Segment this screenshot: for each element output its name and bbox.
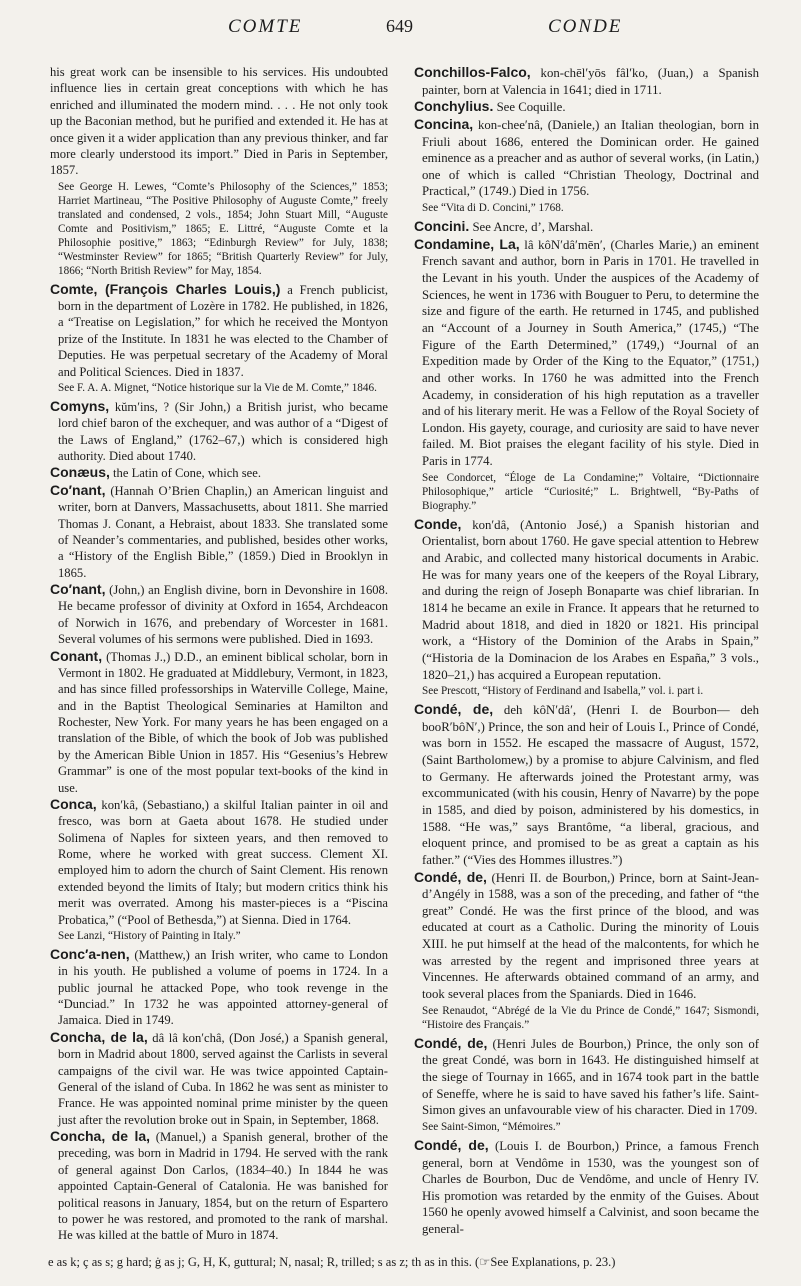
entry-text: kon-chēl′yōs fâl′ko, (Juan,) a Spanish painter, born at Valencia in 1641; died in 1711. [422, 66, 759, 97]
entry-headword: Concina, [414, 115, 474, 132]
entry-headword: Comte, (François Charles Louis,) [50, 280, 281, 297]
entry-headword: Conchillos-Falco, [414, 64, 531, 80]
left-column [50, 64, 388, 1244]
entry-text: (John,) an English divine, born in Devonshire in 1608. He became professor of divinity at Oxford in 1654, Archdeacon of Norwich in 1676, and prebendary of Worcester in 1681. Several volumes of his sermons were published. Died in 1693. [58, 583, 388, 647]
entry-text: lâ kôN′dâ′mēn′, (Charles Marie,) an eminent French savant and author, born in Paris in 1701. He travelled in the Levant in his youth. Under the auspices of the Academy of Sciences, he went in 1736 with Bouguer to Peru, to determine the size and figure of the earth. He returned in 1745, and published an “Account of a Journey in South America,” (1745,) “The Figure of the Earth Determined,” (1749,) “Journal of an Expedition made by Order of the King to the Equator,” (1751,) and other works. In 1760 he was admitted into the French Academy, in consideration of his high reputation as a traveller and of his literary merit. He was a Fellow of the Royal Society of London. His gayety, courage, and curiosity are said to have never failed. M. Biot praises the elegant facility of his style. Died in Paris in 1774. [422, 237, 760, 469]
entry-text: his great work can be insensible to his services. His undoubted influence lies in certain great conceptions with which he has enriched and illuminated the modern mind. . . . He not only took up the Baconian method, but he purified and extended it. He has at once given it a wider application than any previous thinker, and far more clearly understood its import.” Died in Paris in September, 1857. [50, 65, 388, 178]
entry-headword: Conde, [414, 515, 462, 532]
entry-text: (Henri II. de Bourbon,) Prince, born at Saint-Jean-d’Angély in 1588, was a son of the preceding, and father of “the great” Condé. He was the first prince of the blood, and was educated at court as a Catholic. During the minority of Louis XIII. he put himself at the head of the malcontents, for which he was arrested by the regent and imprisoned three years at Vincennes. He afterwards obtained command of an army, and took several places from the Spaniards. Died in 1646. [422, 870, 759, 1002]
entry-text: (Henri Jules de Bourbon,) Prince, the only son of the great Condé, was born in 1643. He distinguished himself at the siege of Tournay in 1665, and in 1674 took part in the battle of Seneffe, where he is said to have saved his father’s life. Saint-Simon gives an unfavourable view of his character. Died in 1709. [422, 1036, 759, 1118]
right-column [414, 64, 759, 1238]
entry-headword: Concha, de la, [50, 1028, 148, 1045]
dictionary-entry [414, 701, 759, 868]
running-header [0, 16, 801, 44]
entry-headword: Condé, de, [414, 701, 494, 718]
entry-headword: Co′nant, [50, 581, 106, 597]
dictionary-entry [414, 218, 759, 236]
dictionary-entry [50, 281, 388, 380]
entry-reference: See Prescott, “History of Ferdinand and Isabella,” vol. i. part i. [422, 685, 704, 698]
dictionary-entry [414, 236, 759, 470]
entry-headword: Conæus, [50, 464, 110, 481]
entry-text: the Latin of Cone, which see. [113, 466, 261, 481]
entry-text: (Thomas J.,) D.D., an eminent biblical scholar, born in Vermont in 1802. He graduated at Middlebury, Vermont, in 1823, and has since filled professorships in Waterville College, Maine, and in the Baptist Theological Seminaries at Hamilton and Rochester, New York. For many years he has been engaged on a translation of the Bible, of which the book of Job was published by the American Bible Union in 1857. His “Gesenius’s Hebrew Grammar” is one of the most popular text-books of the kind in use. [58, 649, 388, 795]
entry-headword: Conant, [50, 647, 103, 664]
entry-reference: See Lanzi, “History of Painting in Italy.” [58, 929, 241, 942]
dictionary-entry [414, 516, 759, 683]
entry-text: kŭm′ins, ? (Sir John,) a British jurist, who became lord chief baron of the exchequer, and was author of a “Digest of the Laws of England,” (1762–67,) which is considered high authority. Died about 1740. [58, 399, 388, 463]
dictionary-entry [50, 398, 388, 465]
entry-headword: Condé, de, [414, 1136, 489, 1153]
header-left-word: COMTE [228, 16, 303, 37]
dictionary-entry [50, 1029, 388, 1128]
entry-headword: Conc′a-nen, [50, 945, 130, 962]
dictionary-entry [414, 64, 759, 98]
page-number: 649 [386, 16, 413, 36]
entry-reference: See Condorcet, “Éloge de La Condamine;” Voltaire, “Dictionnaire Philosophique,” article “Curiosité;” L. Brightwell, “By-Paths of Biography.” [422, 471, 759, 512]
entry-reference: See F. A. A. Mignet, “Notice historique sur la Vie de M. Comte,” 1846. [58, 381, 377, 394]
entry-text: (Matthew,) an Irish writer, who came to London in his youth. He published a volume of poems in 1724. In a public journal he attacked Pope, who took revenge in the “Dunciad.” In 1732 he was appointed attorney-general of Jamaica. Died in 1749. [58, 947, 388, 1028]
dictionary-entry [414, 98, 759, 116]
entry-headword: Conca, [50, 795, 97, 812]
entry-headword: Condé, de, [414, 1034, 488, 1051]
dictionary-entry [414, 116, 759, 200]
entry-text: (Manuel,) a Spanish general, brother of the preceding, was born in Madrid in 1794. He served with the rank of general against Don Carlos, (1834–40.) In 1844 he was appointed Captain-General of Catalonia. He was banished for political reasons in January, 1854, but on the return of Espartero to power he was restored, and promoted to the rank of marshal. He was killed at the battle of Muro in 1874. [58, 1130, 388, 1243]
entry-headword: Conchylius. [414, 98, 494, 115]
dictionary-entry [50, 482, 388, 581]
entry-headword: Concini. [414, 218, 470, 235]
entry-text: a French publicist, born in the department of Lozère in 1782. He published, in 1826, a “Treatise on Legislation,” for which he received the Montyon prize of the Institute. In 1831 he was elected to the Chamber of Deputies. He was perpetual secretary of the Academy of Moral and Political Sciences. Died in 1837. [58, 282, 388, 379]
dictionary-entry [50, 464, 388, 481]
entry-text: See Ancre, d’, Marshal. [472, 220, 594, 235]
entry-text: deh kôN′dâ′, (Henri I. de Bourbon— deh booR′bôN′,) Prince, the son and heir of Louis I., Prince of Condé, was born in 1552. He escaped the massacre of August, 1572, (Saint Bartholomew,) by a promise to abjure Calvinism, and fled to Germany. He afterwards joined the Protestant army, was excommunicated (with his cousin, Henry of Navarre) by the pope in 1585, and died by poison, administered by his domestics, in 1588. “He was,” says Brantôme, “a liberal, gracious, and eloquent prince, and promised to be as great a captain as his father.” (“Vies des Hommes illustres.”) [422, 703, 759, 867]
dictionary-entry [50, 946, 388, 1029]
dictionary-entry [50, 648, 388, 796]
entry-text: kon′dâ, (Antonio José,) a Spanish historian and Orientalist, born about 1760. He gave special attention to Hebrew and Arabic, and collected many historical documents in Arabic. He was for many years one of the keepers of the Royal Library, and during the reign of Joseph Bonaparte was chief librarian. In 1814 he became an exile in France. It appears that he returned to Madrid about 1818, and died in 1820 or 1821. His principal work, a “History of the Dominion of the Arabs in Spain,” (“Historia de la Dominacion de los Arabes en España,” 3 vols., 1820–21,) has acquired a European reputation. [422, 517, 759, 682]
entry-text: dâ lâ kon′châ, (Don José,) a Spanish general, born in Madrid about 1800, served against the Carlists in several campaigns of the civil war. He was twice appointed Captain-General of the island of Cuba. In 1862 he was sent as minister to France. He was appointed nominal prime minister by the queen just after the revolution broke out in Spain, in September, 1868. [58, 1030, 388, 1127]
entry-headword: Condamine, La, [414, 235, 520, 252]
entry-text: kon′kâ, (Sebastiano,) a skilful Italian painter in oil and fresco, was born at Gaeta about 1678. He studied under Solimena of Naples for sixteen years, and then removed to Rome, where he worked with great success. Clement XI. employed him to adorn the church of Saint Clement. His renown extended beyond the limits of Italy; but modern critics think his merit was overrated. Among his master-pieces is a “Piscina Probatica,” (“Pool of Bethesda,”) at Sienna. Died in 1764. [58, 797, 388, 927]
entry-text: (Hannah O’Brien Chaplin,) an American linguist and writer, born at Danvers, Massachusetts, about 1811. She married Thomas J. Conant, a Hebraist, about 1833. She translated some of Neander’s commentaries, and published, besides other works, a “History of the English Bible,” (1859.) Died in Brooklyn in 1865. [58, 483, 388, 580]
entry-headword: Condé, de, [414, 868, 487, 885]
entry-headword: Co′nant, [50, 481, 106, 498]
entry-headword: Concha, de la, [50, 1128, 151, 1144]
header-right-word: CONDE [548, 16, 623, 37]
entry-reference: See Renaudot, “Abrégé de la Vie du Prince de Condé,” 1647; Sismondi, “Histoire des Français.” [422, 1004, 759, 1031]
entry-reference: See Saint-Simon, “Mémoires.” [422, 1120, 561, 1133]
entry-reference: See “Vita di D. Concini,” 1768. [422, 202, 564, 215]
entry-text: (Louis I. de Bourbon,) Prince, a famous French general, born at Vendôme in 1530, was the youngest son of Charles de Bourbon, Duc de Vendôme, and uncle of Henry IV. His promotion was retarded by the enmity of the Guises. About 1560 he openly avowed himself a Calvinist, and soon became the general- [422, 1138, 759, 1237]
dictionary-entry [414, 1035, 759, 1119]
entry-text: See Coquille. [496, 100, 566, 115]
dictionary-entry [50, 581, 388, 648]
dictionary-entry [50, 796, 388, 928]
dictionary-entry [50, 64, 388, 179]
entry-text: kon-chee′nâ, (Daniele,) an Italian theologian, born in Friuli about 1686, entered the Dominican order. He gained eminence as a preacher and as author of several works, (in Latin,) one of which is called “Christian Theology, Doctrinal and Practical,” (1749.) Died in 1756. [422, 117, 759, 199]
pronunciation-key-footer: e as k; ç as s; g hard; ġ as j; G, H, K, guttural; N, nasal; R, trilled; s as z; th as in this. (☞See Explanations, p. 23.) [48, 1255, 616, 1269]
dictionary-entry [50, 1128, 388, 1244]
dictionary-entry [414, 869, 759, 1003]
dictionary-entry [414, 1137, 759, 1238]
entry-headword: Comyns, [50, 397, 110, 414]
entry-reference: See George H. Lewes, “Comte’s Philosophy of the Sciences,” 1853; Harriet Martineau, “The Positive Philosophy of Auguste Comte,” freely translated and condensed, 2 vols., 1854; John Stuart Mill, “Auguste Comte and Positivism,” 1865; E. Littré, “Auguste Comte et la Philosophie positive,” 1863; “Edinburgh Review” for July, 1838; “Westminster Review” for 1865; “British Quarterly Review” for July, 1866; “North British Review” for May, 1854. [58, 180, 388, 277]
